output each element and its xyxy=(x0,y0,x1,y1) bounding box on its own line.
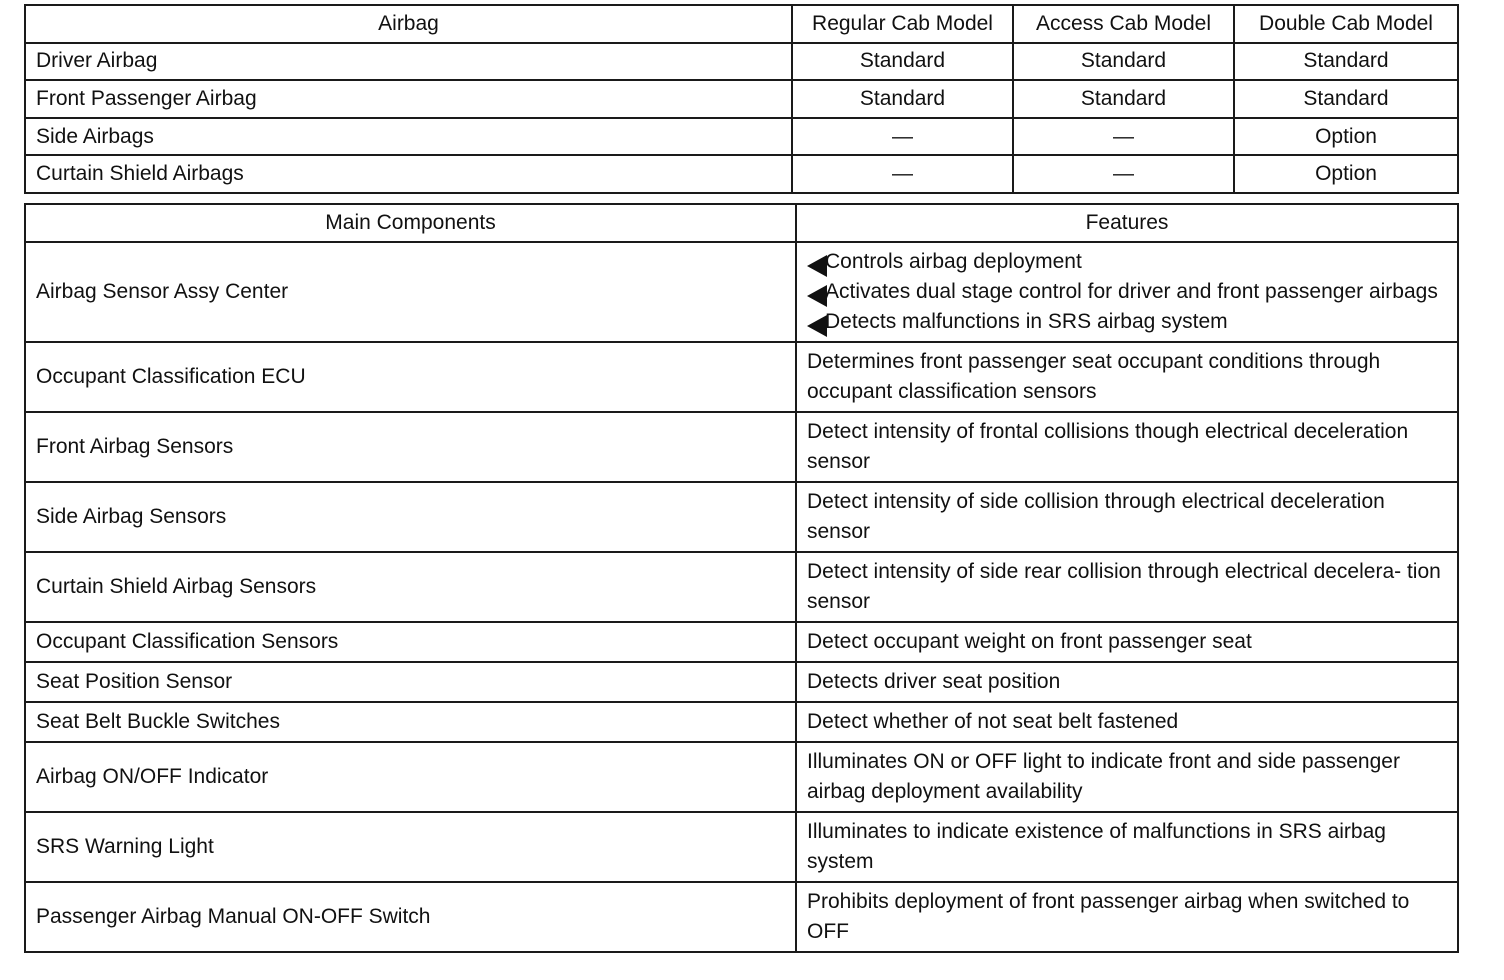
column-header-double-cab: Double Cab Model xyxy=(1234,5,1458,43)
component-name: Front Airbag Sensors xyxy=(25,412,796,482)
access-cab-value: — xyxy=(1013,155,1234,193)
main-components-table xyxy=(24,203,1459,953)
double-cab-value: Standard xyxy=(1234,80,1458,118)
component-name: Curtain Shield Airbag Sensors xyxy=(25,552,796,622)
table-row xyxy=(25,118,1458,156)
feature-text: Detects driver seat position xyxy=(796,662,1458,702)
component-name: Seat Belt Buckle Switches xyxy=(25,702,796,742)
access-cab-value: Standard xyxy=(1013,80,1234,118)
airbag-name: Curtain Shield Airbags xyxy=(25,155,792,193)
access-cab-value: — xyxy=(1013,118,1234,156)
table-row xyxy=(25,342,1458,412)
table-header-row xyxy=(25,204,1458,242)
table-row xyxy=(25,702,1458,742)
list-item xyxy=(807,307,1447,337)
table-row xyxy=(25,80,1458,118)
table-header-row xyxy=(25,5,1458,43)
feature-text: Prohibits deployment of front passenger airbag when switched to OFF xyxy=(796,882,1458,952)
table-row xyxy=(25,242,1458,342)
list-item xyxy=(807,247,1447,277)
component-name: Seat Position Sensor xyxy=(25,662,796,702)
feature-text: Illuminates to indicate existence of malfunctions in SRS airbag system xyxy=(796,812,1458,882)
column-header-features: Features xyxy=(796,204,1458,242)
feature-text: Illuminates ON or OFF light to indicate front and side passenger airbag deployment availability xyxy=(796,742,1458,812)
table-row xyxy=(25,552,1458,622)
access-cab-value: Standard xyxy=(1013,43,1234,81)
table-row xyxy=(25,155,1458,193)
feature-text: Detect intensity of side collision through electrical deceleration sensor xyxy=(796,482,1458,552)
table-row xyxy=(25,412,1458,482)
feature-list xyxy=(807,247,1447,337)
column-header-main-components: Main Components xyxy=(25,204,796,242)
double-cab-value: Option xyxy=(1234,118,1458,156)
regular-cab-value: — xyxy=(792,155,1013,193)
airbag-availability-table xyxy=(24,4,1459,194)
triangle-left-icon xyxy=(807,255,827,277)
regular-cab-value: Standard xyxy=(792,43,1013,81)
table-row xyxy=(25,482,1458,552)
table-row xyxy=(25,882,1458,952)
triangle-left-icon xyxy=(807,285,827,307)
feature-text: Detect whether of not seat belt fastened xyxy=(796,702,1458,742)
component-name: Airbag Sensor Assy Center xyxy=(25,242,796,342)
component-name: Side Airbag Sensors xyxy=(25,482,796,552)
column-header-airbag: Airbag xyxy=(25,5,792,43)
column-header-access-cab: Access Cab Model xyxy=(1013,5,1234,43)
feature-text: Detect intensity of side rear collision through electrical decelera- tion sensor xyxy=(796,552,1458,622)
airbag-name: Side Airbags xyxy=(25,118,792,156)
airbag-name: Front Passenger Airbag xyxy=(25,80,792,118)
table-row xyxy=(25,662,1458,702)
component-name: Occupant Classification ECU xyxy=(25,342,796,412)
list-item xyxy=(807,277,1447,307)
table-row xyxy=(25,812,1458,882)
triangle-left-icon xyxy=(807,315,827,337)
feature-text: Detects malfunctions in SRS airbag system xyxy=(825,310,1228,333)
feature-text: Controls airbag deployment xyxy=(825,250,1082,273)
feature-text: Determines front passenger seat occupant conditions through occupant classification sensors xyxy=(796,342,1458,412)
table-row xyxy=(25,43,1458,81)
feature-cell xyxy=(796,242,1458,342)
component-name: Airbag ON/OFF Indicator xyxy=(25,742,796,812)
feature-text: Detect intensity of frontal collisions though electrical deceleration sensor xyxy=(796,412,1458,482)
regular-cab-value: — xyxy=(792,118,1013,156)
regular-cab-value: Standard xyxy=(792,80,1013,118)
column-header-regular-cab: Regular Cab Model xyxy=(792,5,1013,43)
double-cab-value: Option xyxy=(1234,155,1458,193)
airbag-name: Driver Airbag xyxy=(25,43,792,81)
feature-text: Activates dual stage control for driver and front passenger airbags xyxy=(825,280,1438,303)
double-cab-value: Standard xyxy=(1234,43,1458,81)
table-row xyxy=(25,742,1458,812)
table-row xyxy=(25,622,1458,662)
component-name: Occupant Classification Sensors xyxy=(25,622,796,662)
component-name: Passenger Airbag Manual ON-OFF Switch xyxy=(25,882,796,952)
component-name: SRS Warning Light xyxy=(25,812,796,882)
feature-text: Detect occupant weight on front passenger seat xyxy=(796,622,1458,662)
